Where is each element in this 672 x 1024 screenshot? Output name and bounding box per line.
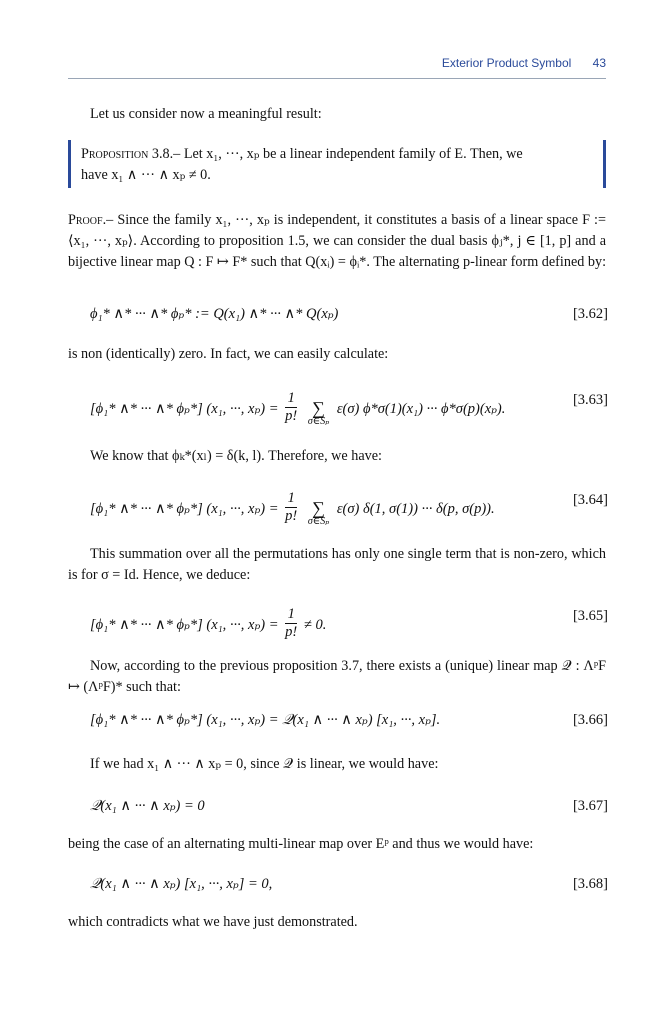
equation-number: [3.66]: [572, 712, 608, 728]
equation-3-66: [90, 704, 608, 738]
proof-paragraph: [68, 210, 606, 273]
equation-lhs: [ϕ₁* ∧* ··· ∧* ϕₚ*] (x₁, ···, xₚ) =: [90, 500, 279, 517]
equation-rhs: ≠ 0.: [303, 616, 327, 633]
equation-body: ϕ₁* ∧* ··· ∧* ϕₚ* := Q(x₁) ∧* ··· ∧* Q(xₚ): [90, 306, 339, 322]
equation-3-63: [90, 384, 608, 428]
page-number: 43: [592, 56, 606, 70]
paragraph-after-3-62: is non (identically) zero. In fact, we can easily calculate:: [68, 346, 389, 362]
paragraph-after-3-65: Now, according to the previous proposition 3.7, there exists a (unique) linear map 𝒬 : ΛᵖF ↦ (ΛᵖF)* such that:: [68, 658, 606, 695]
intro-paragraph: Let us consider now a meaningful result:: [90, 106, 322, 122]
proposition-text-line2: have x₁ ∧ ··· ∧ xₚ ≠ 0.: [81, 167, 211, 183]
paragraph-after-3-68: which contradicts what we have just demonstrated.: [68, 914, 358, 930]
equation-rhs: ε(σ) δ(1, σ(1)) ··· δ(p, σ(p)).: [336, 500, 495, 517]
header-title: Exterior Product Symbol: [441, 56, 572, 70]
equation-lhs: [ϕ₁* ∧* ··· ∧* ϕₚ*] (x₁, ···, xₚ) =: [90, 616, 279, 633]
equation-3-62: [90, 298, 608, 332]
equation-body: 𝒬(x₁ ∧ ··· ∧ xₚ) = 0: [90, 798, 205, 814]
paragraph-after-3-63: We know that ϕₖ*(xₗ) = δ(k, l). Therefore, we have:: [90, 448, 382, 464]
proposition-text-line1: Let x₁, ···, xₚ be a linear independent family of E. Then, we: [183, 146, 523, 162]
equation-rhs: ε(σ) ϕ*σ(1)(x₁) ··· ϕ*σ(p)(xₚ).: [336, 400, 506, 417]
equation-3-67: [90, 790, 608, 824]
fraction: $\frac{1}{p!}$: [285, 390, 298, 424]
proposition-box: [68, 140, 606, 188]
equation-body: [90, 492, 495, 527]
equation-body: 𝒬(x₁ ∧ ··· ∧ xₚ) [x₁, ···, xₚ] = 0,: [90, 876, 273, 892]
summation: ∑ σ∈Sₚ: [307, 397, 330, 427]
paragraph-after-3-66: If we had x₁ ∧ ··· ∧ xₚ = 0, since 𝒬 is linear, we would have:: [90, 756, 439, 772]
proposition-label: Proposition 3.8.–: [81, 146, 181, 162]
fraction: $\frac{1}{p!}$: [285, 490, 298, 524]
fraction: $\frac{1}{p!}$: [285, 606, 298, 640]
equation-number: [3.67]: [572, 798, 608, 814]
equation-number: [3.68]: [572, 876, 608, 892]
equation-3-64: [90, 484, 608, 528]
equation-3-65: [90, 600, 608, 640]
proof-label: Proof.–: [68, 212, 114, 228]
paragraph-after-3-64: This summation over all the permutations has only one single term that is non-zero, which is for σ = Id. Hence, we deduce:: [68, 546, 606, 583]
equation-body: [90, 392, 505, 427]
summation: ∑ σ∈Sₚ: [307, 497, 330, 527]
equation-3-68: [90, 868, 608, 902]
equation-number: [3.62]: [572, 306, 608, 322]
equation-number: [3.63]: [572, 392, 608, 408]
equation-body: [ϕ₁* ∧* ··· ∧* ϕₚ*] (x₁, ···, xₚ) = 𝒬(x₁ ∧ ··· ∧ xₚ) [x₁, ···, xₚ].: [90, 712, 441, 728]
running-header: [68, 56, 606, 79]
equation-number: [3.65]: [572, 608, 608, 624]
equation-body: [90, 608, 326, 643]
paragraph-after-3-67: being the case of an alternating multi-linear map over Eᵖ and thus we would have:: [68, 836, 534, 852]
equation-lhs: [ϕ₁* ∧* ··· ∧* ϕₚ*] (x₁, ···, xₚ) =: [90, 400, 279, 417]
equation-number: [3.64]: [572, 492, 608, 508]
proof-text: Since the family x₁, ···, xₚ is independent, it constitutes a basis of a linear space F := ⟨x₁, ···, xₚ⟩. According to proposition 1.5, we can consider the dual basis ϕⱼ*, j ∈ [1, p] and a bijective linear map Q : F ↦ F* such that Q(xᵢ) = ϕᵢ*. The alternating p-linear form defined by:: [68, 212, 607, 270]
